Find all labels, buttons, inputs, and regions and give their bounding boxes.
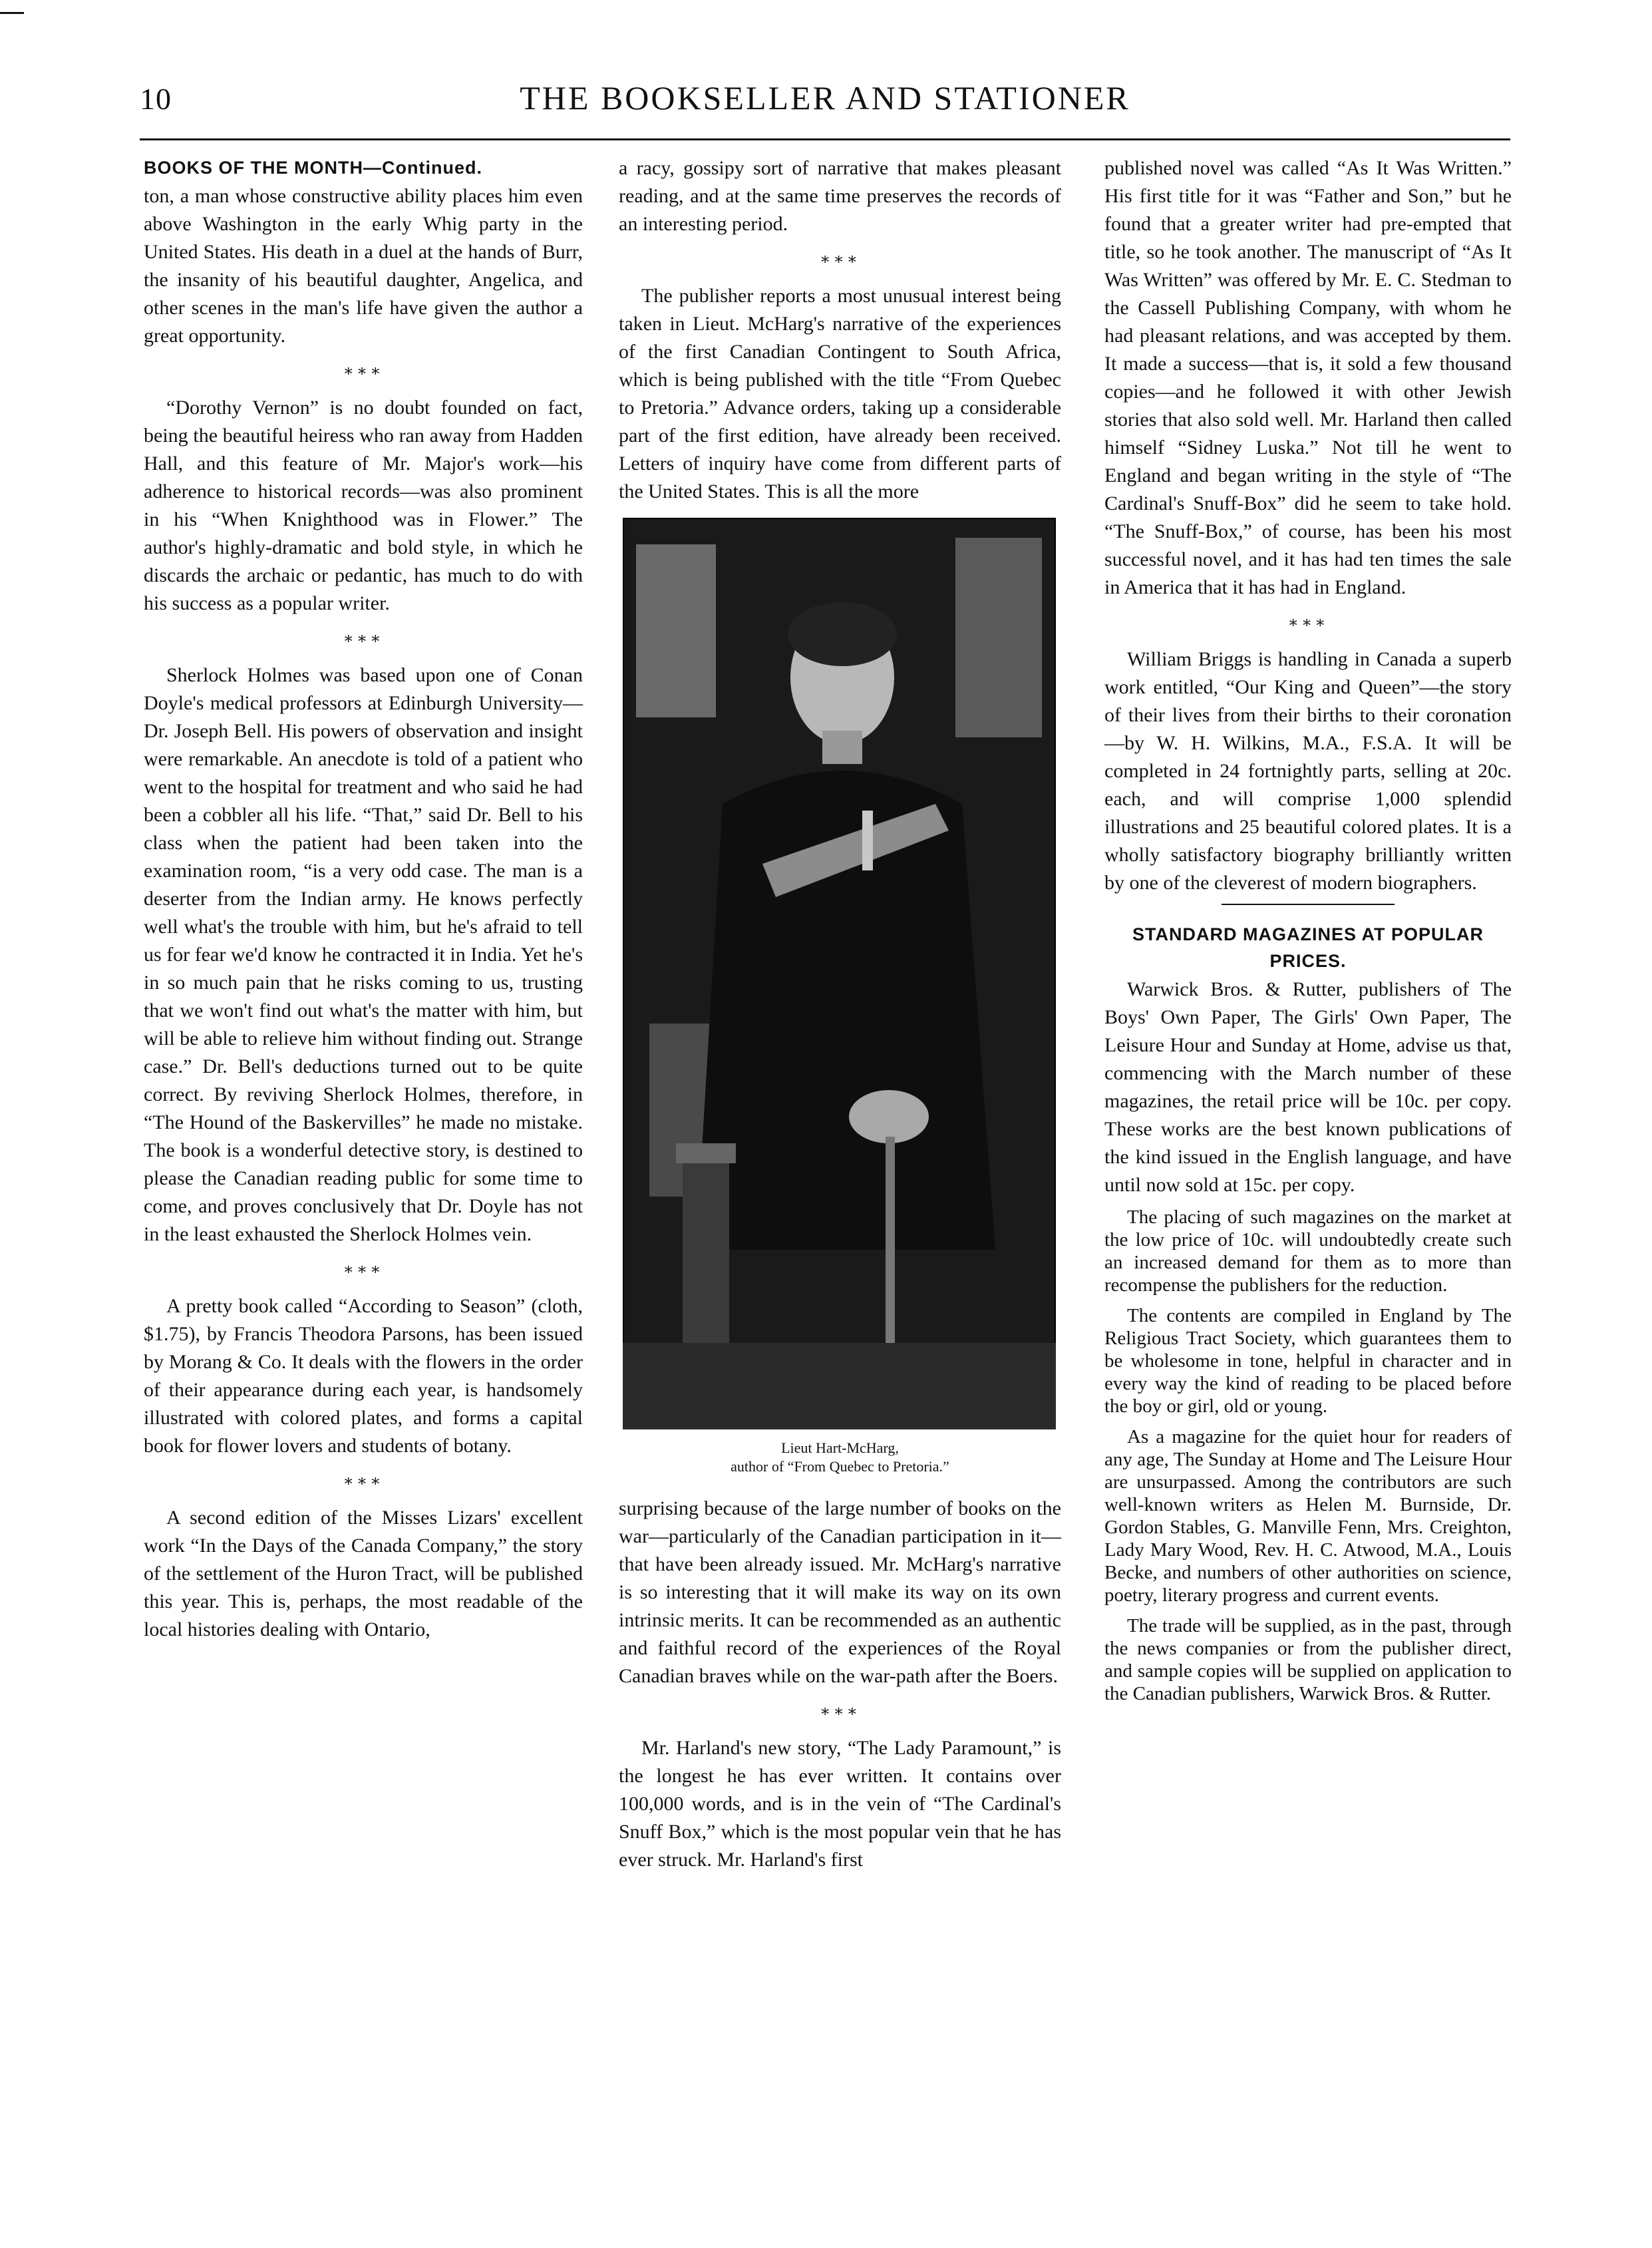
- running-head: THE BOOKSELLER AND STATIONER: [520, 79, 1130, 116]
- paragraph: Warwick Bros. & Rutter, publishers of The Boys' Own Paper, The Girls' Own Paper, The Leisure Hour and Sunday at Home, advise us that, commencing with the March number of these magazines, the retail price will be 10c. per copy. These works are the best known publications of the kind issued in the English language, and have until now sold at 15c. per copy.: [1104, 978, 1512, 1196]
- caption-line: Lieut Hart-McHarg,: [781, 1439, 899, 1456]
- ornament-divider: ∗∗∗: [820, 1703, 860, 1720]
- page-number: 10: [140, 82, 172, 116]
- column-right: [1104, 154, 1512, 1713]
- portrait-photo: [623, 518, 1056, 1429]
- paragraph: ton, a man whose constructive ability places him even above Washington in the early Whig party in the United States. His death in a duel at the hands of Burr, the insanity of his beautiful daughter, Angelica, and other scenes in the man's life have given the author a great opportunity.: [144, 185, 583, 347]
- ornament-divider: ∗∗∗: [343, 1261, 384, 1278]
- paragraph: The contents are compiled in England by The Religious Tract Society, which guarantees them to be wholesome in tone, helpful in character and in every way the kind of reading to be placed before the boy or girl, old or young.: [1104, 1305, 1512, 1417]
- paragraph: William Briggs is handling in Canada a superb work entitled, “Our King and Queen”—the story of their lives from their births to their coronation—by W. H. Wilkins, M.A., F.S.A. It will be completed in 24 fortnightly parts, selling at 20c. each, and will comprise 1,000 splendid illustrations and 25 beautiful colored plates. It is a wholly satisfactory biography brilliantly written by one of the cleverest of modern biographers.: [1104, 648, 1512, 894]
- small-type-block: [1104, 1206, 1512, 1705]
- paragraph: “Dorothy Vernon” is no doubt founded on fact, being the beautiful heiress who ran away from Hadden Hall, and this feature of Mr. Major's work—his adherence to historical records—was also prominent in his “When Knighthood was in Flower.” The author's highly-dramatic and bold style, in which he discards the archaic or pedantic, has much to do with his success as a popular writer.: [144, 397, 583, 614]
- paragraph: published novel was called “As It Was Written.” His first title for it was “Father and Son,” but he found that a greater writer had pre-empted that title, so he took another. The manuscript of “As It Was Written” was offered by Mr. E. C. Stedman to the Cassell Publishing Company, with whom he had pleasant relations, and was accepted by them. It made a success—that is, it sold a few thousand copies—and he followed it with other Jewish stories that also sold well. Mr. Harland then called himself “Sidney Luska.” Not till he went to England and began writing in the style of “The Cardinal's Snuff-Box” did he seem to take hold. “The Snuff-Box,” of course, has been his most successful novel, and it has had ten times the sale in America that it has had in England.: [1104, 157, 1512, 598]
- paragraph: Mr. Harland's new story, “The Lady Paramount,” is the longest he has ever written. It contains over 100,000 words, and is in the vein of “The Cardinal's Snuff Box,” which is the most popular vein that he has ever struck. Mr. Harland's first: [619, 1737, 1061, 1871]
- photo-caption: [619, 1439, 1061, 1476]
- margin-mark: [0, 12, 24, 14]
- section-heading-standard-magazines: STANDARD MAGAZINES AT POPULAR PRICES.: [1132, 924, 1484, 971]
- ornament-divider: ∗∗∗: [820, 251, 860, 268]
- ornament-divider: ∗∗∗: [343, 630, 384, 648]
- column-left: [144, 154, 583, 1650]
- caption-line: author of “From Quebec to Pretoria.”: [731, 1458, 949, 1475]
- section-divider-rule: [1222, 904, 1395, 905]
- ornament-divider: ∗∗∗: [343, 363, 384, 380]
- page-header: [140, 79, 1510, 132]
- paragraph: The trade will be supplied, as in the past, through the news companies or from the publisher direct, and sample copies will be supplied on application to the Canadian publishers, Warwick Bros. & Rutter.: [1104, 1615, 1512, 1704]
- portrait-image: [623, 518, 1056, 1429]
- paragraph: A second edition of the Misses Lizars' excellent work “In the Days of the Canada Company,” the story of the settlement of the Huron Tract, will be published this year. This is, perhaps, the most readable of the local histories dealing with Ontario,: [144, 1507, 583, 1640]
- header-rule: [140, 138, 1510, 140]
- paragraph: A pretty book called “According to Season” (cloth, $1.75), by Francis Theodora Parsons, has been issued by Morang & Co. It deals with the flowers in the order of their appearance during each year, is handsomely illustrated with colored plates, and forms a capital book for flower lovers and students of botany.: [144, 1295, 583, 1457]
- section-heading-books-of-month: BOOKS OF THE MONTH—Continued.: [144, 158, 482, 178]
- paragraph: The publisher reports a most unusual interest being taken in Lieut. McHarg's narrative of the experiences of the first Canadian Contingent to South Africa, which is being published with the title “From Quebec to Pretoria.” Advance orders, taking up a considerable part of the first edition, have already been received. Letters of inquiry have come from different parts of the United States. This is all the more: [619, 285, 1061, 502]
- paragraph: surprising because of the large number of books on the war—particularly of the Canadian participation in it—that have been already issued. Mr. McHarg's narrative is so interesting that it will make its way on its own intrinsic merits. It can be recommended as an authentic and faithful record of the experiences of the Royal Canadian braves while on the war-path after the Boers.: [619, 1497, 1061, 1687]
- ornament-divider: ∗∗∗: [1287, 614, 1329, 632]
- paragraph: a racy, gossipy sort of narrative that makes pleasant reading, and at the same time preserves the records of an interesting period.: [619, 157, 1061, 235]
- paragraph: As a magazine for the quiet hour for readers of any age, The Sunday at Home and The Leisure Hour are unsurpassed. Among the contributors are such well-known writers as Helen M. Burnside, Dr. Gordon Stables, G. Manville Fenn, Mrs. Creighton, Lady Mary Wood, Rev. H. C. Atwood, M.A., Louis Becke, and numbers of other authorities on science, poetry, literary progress and current events.: [1104, 1426, 1512, 1606]
- column-middle: [619, 154, 1061, 1881]
- paragraph: The placing of such magazines on the market at the low price of 10c. will undoubtedly create such an increased demand for them as to more than recompense the publishers for the reduction.: [1104, 1207, 1512, 1296]
- paragraph: Sherlock Holmes was based upon one of Conan Doyle's medical professors at Edinburgh University—Dr. Joseph Bell. His powers of observation and insight were remarkable. An anecdote is told of a patient who went to the hospital for treatment and who said he had been a cobbler all his life. “That,” said Dr. Bell to his class when the patient had been taken into the examination room, “is a very odd case. The man is a deserter from the Indian army. He knows perfectly well what's the trouble with him, but he's afraid to tell us for fear we'd know he contracted it in India. Yet he's in so much pain that he risks coming to us, trusting that we won't find out what's the matter with him, but will be able to relieve him without finding out. Strange case.” Dr. Bell's deductions turned out to be quite correct. By reviving Sherlock Holmes, therefore, in “The Hound of the Baskervilles” he made no mistake. The book is a wonderful detective story, is destined to please the Canadian reading public for some time to come, and proves conclusively that Dr. Doyle has not in the least exhausted the Sherlock Holmes vein.: [144, 664, 583, 1245]
- ornament-divider: ∗∗∗: [343, 1473, 384, 1490]
